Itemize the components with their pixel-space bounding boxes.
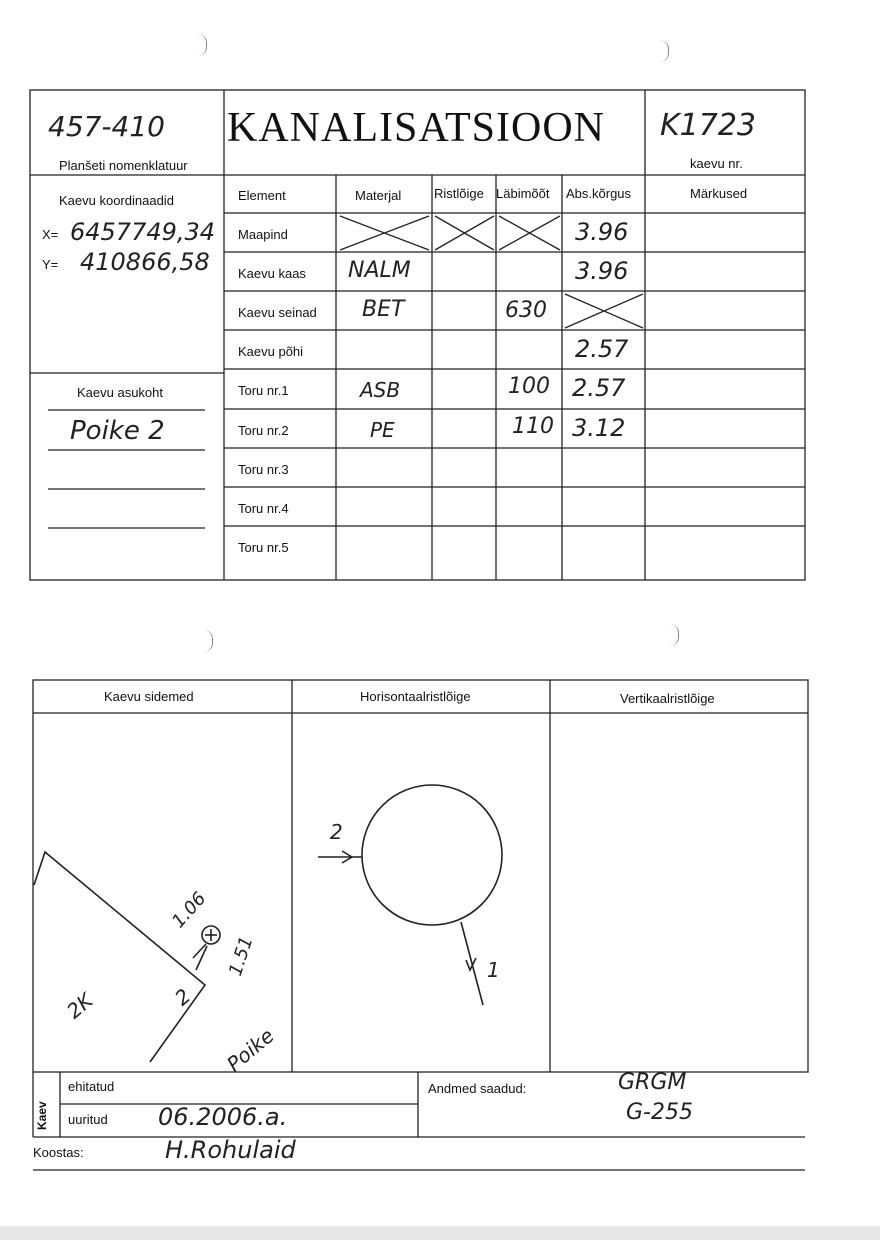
dimension-label: 1.06 [168,888,211,933]
cell-materjal: PE [370,418,395,442]
compiled-by: H.Rohulaid [165,1136,296,1164]
cell-materjal: ASB [360,378,401,402]
y-prefix: Y= [42,257,59,272]
sketch-vertical-title: Vertikaalristlõige [620,691,715,706]
cell-materjal: BET [362,297,405,322]
pipe-label: 1 [487,958,500,982]
data-source-value: GRGM [618,1070,687,1095]
row-element: Toru nr.5 [238,540,289,555]
header-element: Element [238,188,286,203]
surveyed-label: uuritud [68,1112,108,1127]
header-materjal: Materjal [355,188,402,203]
cell-labimoot: 100 [508,374,550,399]
street-label: Poike [222,1023,279,1077]
row-element: Kaevu seinad [238,305,317,320]
dimension-label: 1.51 [225,933,258,979]
row-element: Toru nr.2 [238,423,289,438]
cell-abs: 2.57 [572,374,626,402]
surveyed-date: 06.2006.a. [158,1103,288,1131]
sketch-ties-title: Kaevu sidemed [104,689,194,704]
data-source-label: Andmed saadud: [428,1081,527,1096]
compiled-label: Koostas: [33,1145,84,1160]
row-element: Kaevu põhi [238,344,304,359]
house-label: 2K [62,988,98,1024]
cell-abs: 3.96 [575,218,629,246]
well-number: K1723 [660,108,757,143]
sketch-number-label: 2 [170,983,196,1011]
sheet-number-label: Planšeti nomenklatuur [59,158,188,173]
coordinates-label: Kaevu koordinaadid [59,193,174,208]
row-element: Kaevu kaas [238,266,306,281]
cell-abs: 2.57 [575,335,629,363]
row-element: Maapind [238,227,288,242]
scan-edge [0,1226,880,1240]
location-value: Poike 2 [70,416,165,446]
data-source-code: G-255 [626,1100,693,1125]
header-ristloige: Ristlõige [434,186,484,201]
sheet-number: 457-410 [48,110,165,143]
cell-abs: 3.12 [572,414,626,442]
header-abs-korgus: Abs.kõrgus [566,186,632,201]
well-number-label: kaevu nr. [690,156,743,171]
ties-sketch [34,852,220,1062]
header-labimoot: Läbimõõt [496,186,550,201]
location-label: Kaevu asukoht [77,385,164,400]
page-title: KANALISATSIOON [227,105,605,151]
x-prefix: X= [42,227,59,242]
row-element: Toru nr.3 [238,462,289,477]
horizontal-section-sketch [318,785,502,1005]
well-side-label: Kaev [35,1101,49,1130]
header-markused: Märkused [690,186,748,201]
cell-labimoot: 110 [512,414,554,439]
cell-abs: 3.96 [575,257,629,285]
cell-labimoot: 630 [505,298,547,323]
pipe-label: 2 [330,820,343,844]
row-element: Toru nr.1 [238,383,289,398]
sketch-horizontal-title: Horisontaalristlõige [360,689,471,704]
x-coordinate: 6457749,34 [70,218,216,246]
built-label: ehitatud [68,1079,115,1094]
row-element: Toru nr.4 [238,501,289,516]
cell-materjal: NALM [348,258,411,283]
y-coordinate: 410866,58 [80,248,210,276]
